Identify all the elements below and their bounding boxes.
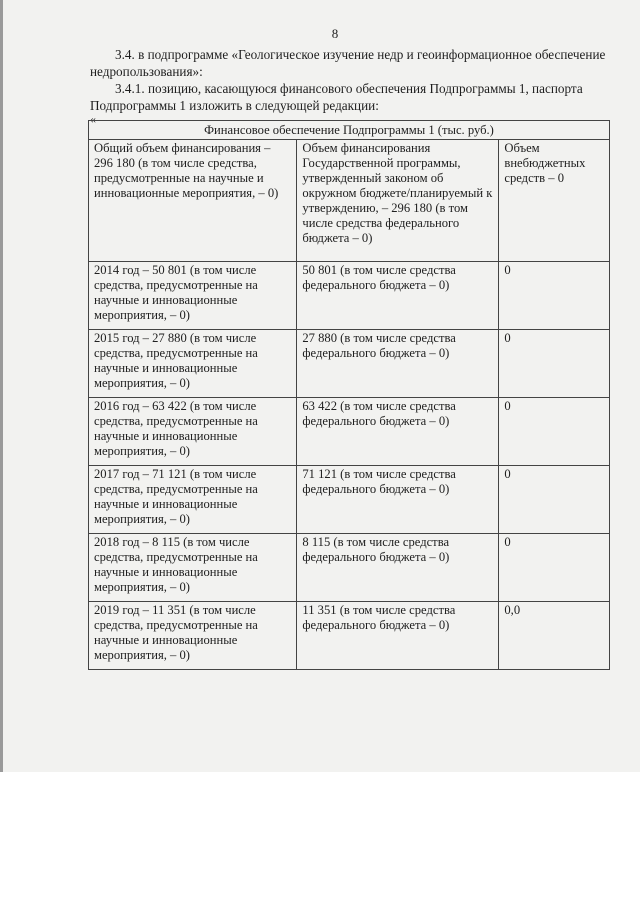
table-row bbox=[89, 466, 610, 534]
row-total-cell: 2015 год – 27 880 (в том числе средства, предусмотренные на научные и инновационные мероприятия, – 0) bbox=[89, 330, 297, 398]
table-caption: Финансовое обеспечение Подпрограммы 1 (тыс. руб.) bbox=[89, 121, 610, 140]
page-number: 8 bbox=[331, 26, 339, 41]
row-program-cell: 27 880 (в том числе средства федерального бюджета – 0) bbox=[297, 330, 499, 398]
row-program-cell: 8 115 (в том числе средства федерального бюджета – 0) bbox=[297, 534, 499, 602]
row-total-cell: 2014 год – 50 801 (в том числе средства, предусмотренные на научные и инновационные мероприятия, – 0) bbox=[89, 262, 297, 330]
row-program-cell: 11 351 (в том числе средства федерального бюджета – 0) bbox=[297, 602, 499, 670]
table-row bbox=[89, 262, 610, 330]
row-total-cell: 2017 год – 71 121 (в том числе средства, предусмотренные на научные и инновационные мероприятия, – 0) bbox=[89, 466, 297, 534]
header-total-financing: Общий объем финансирования – 296 180 (в том числе средства, предусмотренные на научные и инновационные мероприятия, – 0) bbox=[89, 140, 297, 262]
row-program-cell: 50 801 (в том числе средства федерального бюджета – 0) bbox=[297, 262, 499, 330]
row-program-cell: 71 121 (в том числе средства федерального бюджета – 0) bbox=[297, 466, 499, 534]
paragraph-3-4-1-text: 3.4.1. позицию, касающуюся финансового обеспечения Подпрограммы 1, паспорта Подпрограммы 1 изложить в следующей редакции: bbox=[90, 81, 583, 113]
row-extrabudget-cell: 0 bbox=[499, 330, 610, 398]
row-total-cell: 2016 год – 63 422 (в том числе средства, предусмотренные на научные и инновационные мероприятия, – 0) bbox=[89, 398, 297, 466]
row-extrabudget-cell: 0 bbox=[499, 534, 610, 602]
financing-table bbox=[88, 120, 610, 670]
row-extrabudget-cell: 0 bbox=[499, 262, 610, 330]
header-program-financing: Объем финансирования Государственной программы, утвержденный законом об окружном бюджете/планируемый к утверждению, – 296 180 (в том числе средства федерального бюджета – 0) bbox=[297, 140, 499, 262]
row-extrabudget-cell: 0 bbox=[499, 398, 610, 466]
paragraph-3-4-1 bbox=[90, 80, 608, 114]
table-row bbox=[89, 534, 610, 602]
row-extrabudget-cell: 0,0 bbox=[499, 602, 610, 670]
row-program-cell: 63 422 (в том числе средства федерального бюджета – 0) bbox=[297, 398, 499, 466]
paragraph-3-4 bbox=[90, 46, 608, 80]
row-extrabudget-cell: 0 bbox=[499, 466, 610, 534]
header-extrabudget: Объем внебюджетных средств – 0 bbox=[499, 140, 610, 262]
row-total-cell: 2018 год – 8 115 (в том числе средства, предусмотренные на научные и инновационные мероприятия, – 0) bbox=[89, 534, 297, 602]
table-row bbox=[89, 602, 610, 670]
row-total-cell: 2019 год – 11 351 (в том числе средства, предусмотренные на научные и инновационные мероприятия, – 0) bbox=[89, 602, 297, 670]
table-row bbox=[89, 330, 610, 398]
scan-edge-shadow bbox=[0, 0, 3, 772]
opening-quote: « bbox=[90, 112, 96, 126]
table-row bbox=[89, 398, 610, 466]
paragraph-3-4-text: 3.4. в подпрограмме «Геологическое изучение недр и геоинформационное обеспечение недропользования»: bbox=[90, 47, 606, 79]
table-header-row bbox=[89, 140, 610, 262]
